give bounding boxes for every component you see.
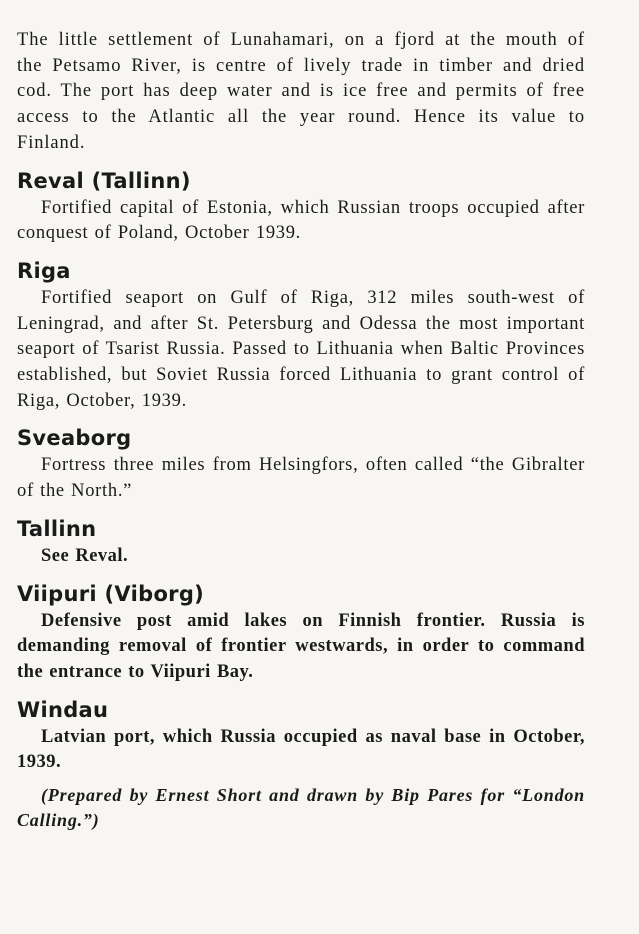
- entry-body-tallinn: See Reval.: [41, 545, 129, 566]
- entry-body-sveaborg: Fortress three miles from Helsingfors, often called “the Gibralter of the North.”: [17, 455, 585, 502]
- entry-title-tallinn: Tallinn: [17, 516, 97, 541]
- entry-body-reval: Fortified capital of Estonia, which Russian troops occupied after conquest of Poland, October 1939.: [17, 197, 585, 244]
- entry-title-riga: Riga: [17, 258, 71, 283]
- entry-body-riga: Fortified seaport on Gulf of Riga, 312 miles south-west of Leningrad, and after St. Petersburg and Odessa the most important seaport of Tsarist Russia. Passed to Lithuania when Baltic Provinces established, but Soviet Russia forced Lithuania to grant control of Riga, October, 1939.: [17, 287, 585, 411]
- credit-line: (Prepared by Ernest Short and drawn by Bip Pares for “London Calling.”): [17, 785, 585, 831]
- entry-title-reval: Reval (Tallinn): [17, 168, 191, 193]
- entry-title-viipuri: Viipuri (Viborg): [17, 581, 205, 606]
- intro-paragraph: The little settlement of Lunahamari, on a fjord at the mouth of the Petsamo River, is centre of lively trade in timber and dried cod. The port has deep water and is ice free and permits of free access to the Atlantic all the year round. Hence its value to Finland.: [17, 30, 585, 153]
- entry-body-windau: Latvian port, which Russia occupied as naval base in October, 1939.: [17, 726, 585, 773]
- entry-title-windau: Windau: [17, 697, 109, 722]
- document-page: [17, 28, 585, 833]
- entry-body-viipuri: Defensive post amid lakes on Finnish frontier. Russia is demanding removal of frontier westwards, in order to command the entrance to Viipuri Bay.: [17, 610, 585, 682]
- entry-title-sveaborg: Sveaborg: [17, 426, 132, 451]
